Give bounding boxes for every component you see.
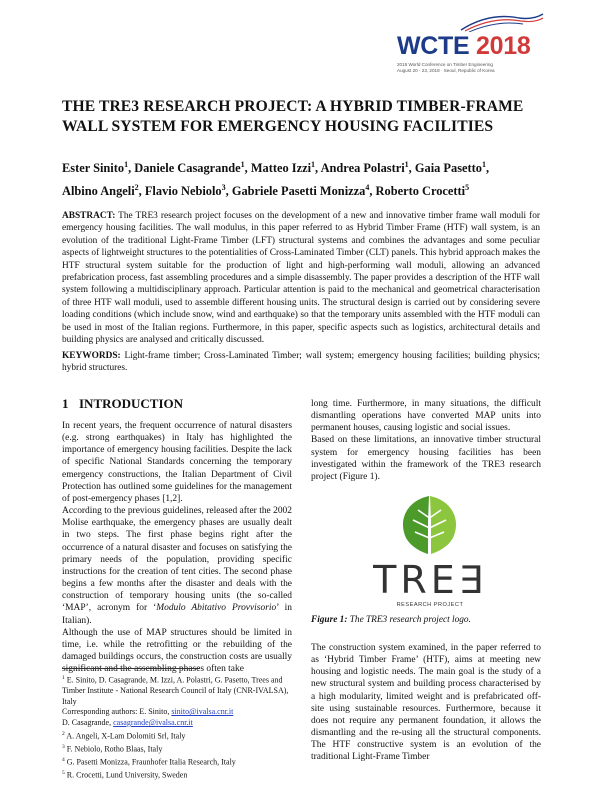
- section-heading: [62, 397, 292, 411]
- conference-subtitle: [397, 62, 495, 74]
- intro-paragraph-2-end: ’ in Italian).: [62, 603, 292, 626]
- leaf-icon: [345, 492, 515, 562]
- author-name: Roberto Crocetti: [375, 184, 466, 199]
- email-link-casagrande[interactable]: casagrande@ivalsa.cnr.it: [113, 718, 193, 728]
- footnote-divider: [62, 668, 200, 669]
- intro-paragraph-3: Although the use of MAP structures should be limited in time, i.e. while the retrofitting or the rebuilding of the damaged buildings occurs, the construction costs are usually significant and the assembling phases often take: [62, 627, 292, 675]
- corresponding-label-2: D. Casagrande,: [62, 718, 114, 728]
- left-column: [62, 397, 292, 675]
- intro-paragraph-2-text: According to the previous guidelines, released after the 2002 Molise earthquake, the emergency phases are usually dealt in two steps. The first phase begins right after the occurrence of a natural disaster and focuses on satisfying the primary needs of the population, providing specific instructions for the creation of tent cities. The second phase begins a few months after the disaster and deals with the construction of temporary housing units (the so-called ‘MAP’, acronym for ‘: [62, 506, 292, 614]
- tre3-wordmark: TRE∃: [373, 558, 487, 602]
- author-affiliation-marker: 1: [124, 160, 129, 169]
- conference-subtitle-line-2: August 20 - 23, 2018 · Seoul, Republic of Korea: [397, 68, 495, 73]
- author-affiliation-marker: 1: [481, 160, 486, 169]
- right-paragraph-2: Based on these limitations, an innovative timber structural system for emergency housing facilities has been investigated within the framework of the TRE3 research project (Figure 1).: [311, 435, 541, 482]
- abstract: [62, 210, 540, 346]
- footnote-marker: 5: [62, 770, 65, 777]
- footnote-text: F. Nebiolo, Rotho Blaas, Italy: [66, 744, 163, 754]
- author-name: Gaia Pasetto: [414, 161, 482, 176]
- footnote-3: [62, 742, 294, 755]
- footnote-4: [62, 755, 294, 768]
- keywords: [62, 350, 540, 375]
- paper-title: THE TRE3 RESEARCH PROJECT: A HYBRID TIMBER-FRAME WALL SYSTEM FOR EMERGENCY HOUSING FACILITIES: [62, 98, 524, 135]
- footnote-text: G. Pasetti Monizza, Fraunhofer Italia Research, Italy: [66, 757, 236, 767]
- roof-lines-icon: [459, 10, 545, 32]
- logo-word-b: 2018: [469, 32, 531, 60]
- conference-name: [397, 32, 530, 61]
- author-affiliation-marker: 3: [221, 183, 226, 193]
- italic-term: Modulo Abitativo Provvisorio: [156, 603, 277, 614]
- footnote-marker: 1: [62, 675, 65, 681]
- footnote-text: R. Crocetti, Lund University, Sweden: [66, 771, 188, 781]
- author-list: Ester Sinito$^1$, Daniele Casagrande$^1$, Matteo Izzi$^1$, Andrea Polastri$^1$, Gaia Pasetto$^1$, Albino Angeli$^2$, Flavio Nebiolo$^3$, Gabriele Pasetti Monizza$^4$, Roberto Crocetti$^5$: [62, 160, 490, 199]
- footnote-marker: 4: [62, 757, 65, 764]
- footnote-5: [62, 768, 294, 781]
- author-affiliation-marker: 1: [311, 160, 316, 169]
- logo-word-a: WCTE: [397, 32, 470, 60]
- intro-paragraph-2: [62, 505, 292, 627]
- author-affiliation-marker: 4: [365, 183, 370, 193]
- intro-paragraph-1: In recent years, the frequent occurrence of natural disasters (e.g. strong earthquakes) in Italy has highlighted the importance of emergency housing facilities. Despite the lack of specific National Standards concerning the temporary emergency constructions, the Italian Department of Civil Protection has outlined some guidelines for the management of post-emergency phases [1,2].: [62, 421, 292, 504]
- author-affiliation-marker: 5: [465, 183, 470, 193]
- conference-logo: [397, 8, 582, 76]
- author-name: Daniele Casagrande: [134, 161, 241, 176]
- tre3-subtitle: RESEARCH PROJECT: [396, 602, 464, 608]
- right-column: [311, 398, 541, 483]
- section-title: INTRODUCTION: [79, 396, 184, 411]
- author-name: Matteo Izzi: [250, 161, 312, 176]
- footnote-1: [62, 673, 294, 707]
- figure-caption-text: The TRE3 research project logo.: [347, 615, 471, 625]
- right-paragraph-3: The construction system examined, in the paper referred to as ‘Hybrid Timber Frame’ (HTF), aims at meeting new housing and logistic needs. The main goal is the study of a new structural system and building process characterised by a high modularity, limited weight and is prefabricated off-site using sustainable resources. Furthermore, because it does not require any permanent foundation, it allows the dismantling and the re-using all the structural components. The HTF constructive system is an evolution of the traditional Light-Frame Timber: [311, 643, 541, 763]
- footnote-text: A. Angeli, X-Lam Dolomiti Srl, Italy: [66, 731, 186, 741]
- keywords-text: Light-frame timber; Cross-Laminated Timber; wall system; emergency housing facilities; building physics; hybrid structures.: [62, 351, 540, 374]
- right-column-lower: [311, 642, 541, 764]
- author-affiliation-marker: 2: [134, 183, 139, 193]
- footnote-2: [62, 729, 294, 742]
- corresponding-authors: [62, 707, 294, 718]
- footnotes: [62, 673, 294, 782]
- author-name: Ester Sinito: [62, 161, 125, 176]
- footnote-text: E. Sinito, D. Casagrande, M. Izzi, A. Polastri, G. Pasetto, Trees and Timber Institute - National Research Council of Italy (CNR-IVALSA), Italy: [62, 675, 289, 706]
- author-name: Andrea Polastri: [320, 161, 405, 176]
- author-name: Gabriele Pasetti Monizza: [231, 184, 366, 199]
- email-link-sinito[interactable]: sinito@ivalsa.cnr.it: [171, 707, 234, 717]
- author-affiliation-marker: 1: [404, 160, 409, 169]
- section-number: 1: [62, 396, 69, 411]
- author-name: Albino Angeli: [62, 184, 135, 199]
- author-affiliation-marker: 1: [240, 160, 245, 169]
- corresponding-author-2: [62, 718, 294, 729]
- footnote-marker: 3: [62, 743, 65, 750]
- author-name: Flavio Nebiolo: [144, 184, 222, 199]
- figure-caption-label: Figure 1:: [311, 615, 348, 625]
- figure-caption: [311, 615, 541, 625]
- keywords-label: KEYWORDS:: [62, 351, 121, 361]
- tre3-logo-figure: [345, 492, 515, 610]
- footnote-marker: 2: [62, 730, 65, 737]
- abstract-label: ABSTRACT:: [62, 211, 116, 221]
- right-paragraph-1: long time. Furthermore, in many situations, the difficult dismantling operations have converted MAP units into permanent houses, causing logistic and social issues.: [311, 399, 541, 434]
- corresponding-label: Corresponding authors: E. Sinito,: [62, 707, 172, 717]
- abstract-text: The TRE3 research project focuses on the development of a new and innovative timber frame wall moduli for emergency housing facilities. The wall modulus, in this paper referred to as Hybrid Timber Frame (HTF) wall system, is an evolution of the traditional Light-Frame Timber (LFT) structural systems and combines the advantages and some peculiar aspects of lightweight structures to the potentialities of Cross-Laminated Timber (CLT) panels. This hybrid approach makes the HTF structural system suitable for the production of light and high-performing wall moduli, allowing an advanced prefabrication process, fast assembling procedures and a simple disassembly. The paper provides a description of the HTF wall system following a multidisciplinary approach. Particular attention is paid to the mechanical and geometrical characterisation of three HTF wall moduli, used to assemble different housing units. The structural design is carried out by considering severe loading conditions (which include snow, wind and earthquake) so that the temporary units assembled with the HTF moduli can be used in most of the Italian regions. Furthermore, in this paper, specific aspects such as logistics, architectural details and building physics are analysed and critically discussed.: [62, 211, 540, 346]
- conference-subtitle-line-1: 2018 World Conference on Timber Engineering: [397, 62, 493, 67]
